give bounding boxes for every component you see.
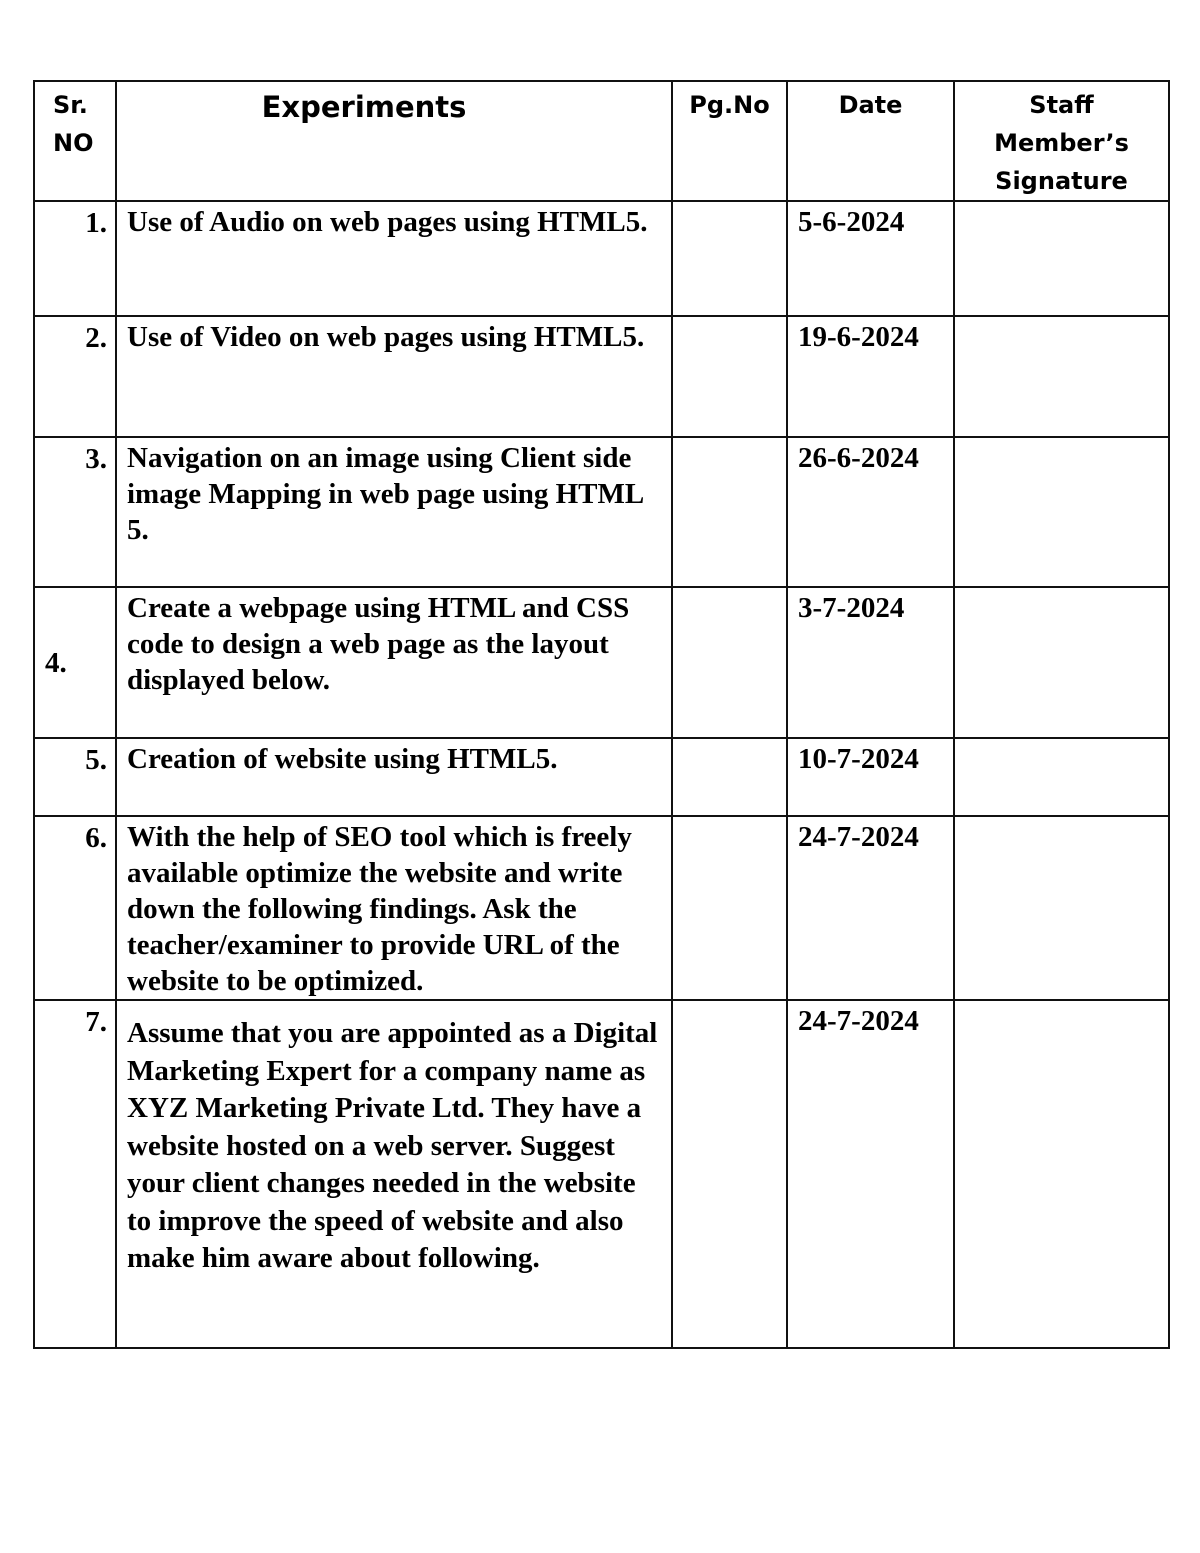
signature-cell	[954, 738, 1169, 816]
header-row	[34, 81, 1169, 201]
signature-cell	[954, 201, 1169, 316]
table-row	[34, 816, 1169, 1000]
sr-no-cell: 1.	[34, 201, 116, 316]
date-cell: 3-7-2024	[787, 587, 954, 738]
header-sr-no	[34, 81, 116, 201]
table-row	[34, 201, 1169, 316]
signature-cell	[954, 437, 1169, 587]
table-row	[34, 437, 1169, 587]
pg-no-cell	[672, 738, 787, 816]
signature-cell	[954, 587, 1169, 738]
table-row	[34, 587, 1169, 738]
date-cell: 5-6-2024	[787, 201, 954, 316]
header-pg-no-label: Pg.No	[689, 91, 770, 119]
pg-no-cell	[672, 1000, 787, 1348]
header-signature-label: Staff Member’s Signature	[994, 91, 1129, 195]
pg-no-cell	[672, 587, 787, 738]
header-pg-no	[672, 81, 787, 201]
sr-no-cell: 6.	[34, 816, 116, 1000]
signature-cell	[954, 1000, 1169, 1348]
experiment-cell: Use of Video on web pages using HTML5.	[116, 316, 672, 437]
table-row	[34, 316, 1169, 437]
experiment-cell: With the help of SEO tool which is freely available optimize the website and write down the following findings. Ask the teacher/examiner to provide URL of the website to be optimized.	[116, 816, 672, 1000]
date-cell: 19-6-2024	[787, 316, 954, 437]
pg-no-cell	[672, 816, 787, 1000]
pg-no-cell	[672, 201, 787, 316]
header-date	[787, 81, 954, 201]
header-experiments	[116, 81, 672, 201]
header-sr-no-label: Sr. NO	[53, 91, 94, 157]
pg-no-cell	[672, 316, 787, 437]
experiment-cell: Create a webpage using HTML and CSS code to design a web page as the layout displayed below.	[116, 587, 672, 738]
experiment-cell: Navigation on an image using Client side image Mapping in web page using HTML 5.	[116, 437, 672, 587]
table-row	[34, 738, 1169, 816]
experiment-cell: Assume that you are appointed as a Digital Marketing Expert for a company name as XYZ Marketing Private Ltd. They have a website hosted on a web server. Suggest your client changes needed in the website to improve the speed of website and also make him aware about following.	[116, 1000, 672, 1348]
header-experiments-label: Experiments	[261, 90, 467, 124]
sr-no-cell: 4.	[34, 587, 116, 738]
date-cell: 24-7-2024	[787, 816, 954, 1000]
sr-no-cell: 3.	[34, 437, 116, 587]
date-cell: 26-6-2024	[787, 437, 954, 587]
header-date-label: Date	[838, 91, 903, 119]
sr-no-cell: 5.	[34, 738, 116, 816]
sr-no-cell: 7.	[34, 1000, 116, 1348]
signature-cell	[954, 316, 1169, 437]
sr-no-cell: 2.	[34, 316, 116, 437]
table-row	[34, 1000, 1169, 1348]
experiment-cell: Creation of website using HTML5.	[116, 738, 672, 816]
signature-cell	[954, 816, 1169, 1000]
experiment-cell: Use of Audio on web pages using HTML5.	[116, 201, 672, 316]
date-cell: 10-7-2024	[787, 738, 954, 816]
header-signature	[954, 81, 1169, 201]
experiments-index-table	[33, 80, 1170, 1349]
pg-no-cell	[672, 437, 787, 587]
date-cell: 24-7-2024	[787, 1000, 954, 1348]
